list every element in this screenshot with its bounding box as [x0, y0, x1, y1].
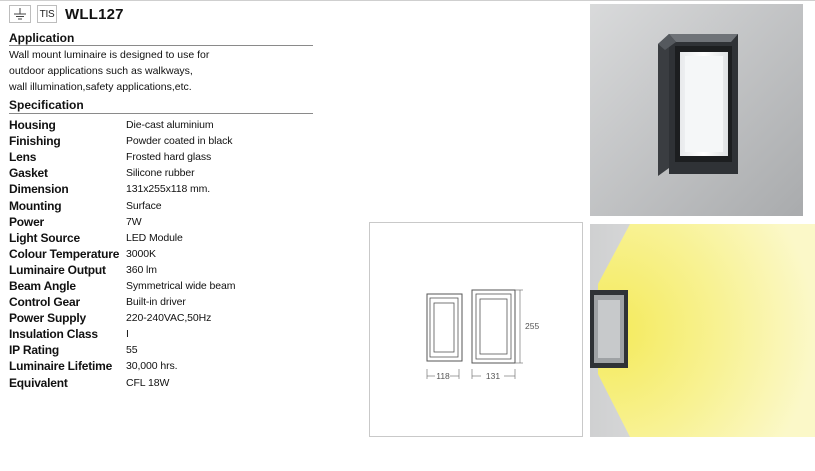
spec-value: 220-240VAC,50Hz: [126, 312, 212, 325]
spec-key: Insulation Class: [9, 327, 98, 342]
specification-title: Specification: [9, 98, 84, 112]
spec-row: [9, 375, 329, 391]
spec-value: 360 lm: [126, 263, 157, 276]
spec-row: [9, 181, 329, 197]
spec-row: [9, 197, 329, 213]
spec-key: Housing: [9, 118, 56, 133]
specification-rule: [9, 113, 313, 114]
spec-row: [9, 294, 329, 310]
dim-width-label: 131: [485, 371, 501, 381]
spec-value: Built-in driver: [126, 296, 186, 309]
spec-key: Finishing: [9, 134, 61, 149]
spec-key: Lens: [9, 150, 37, 165]
dimension-drawing: [369, 222, 583, 437]
tis-label: TIS: [39, 8, 55, 20]
spec-value: 30,000 hrs.: [126, 360, 178, 373]
spec-key: Dimension: [9, 182, 69, 197]
tis-mark-icon: [37, 5, 57, 23]
spec-row: [9, 358, 329, 374]
spec-key: IP Rating: [9, 343, 59, 358]
spec-value: Frosted hard glass: [126, 151, 212, 164]
spec-row: [9, 133, 329, 149]
product-header: [9, 5, 124, 23]
spec-key: Gasket: [9, 166, 48, 181]
spec-key: Control Gear: [9, 295, 80, 310]
dim-depth-label: 118: [436, 371, 450, 381]
spec-value: 55: [126, 344, 138, 357]
spec-row: [9, 149, 329, 165]
spec-key: Colour Temperature: [9, 246, 120, 261]
top-divider: [0, 0, 815, 1]
spec-key: Luminaire Lifetime: [9, 359, 113, 374]
spec-row: [9, 246, 329, 262]
application-title: Application: [9, 31, 75, 45]
spec-key: Luminaire Output: [9, 262, 106, 277]
specification-table: [9, 117, 329, 391]
spec-key: Mounting: [9, 198, 62, 213]
spec-key: Power: [9, 214, 45, 229]
spec-key: Power Supply: [9, 311, 86, 326]
spec-value: Powder coated in black: [126, 135, 233, 148]
product-photo: [590, 4, 803, 216]
spec-row: [9, 342, 329, 358]
spec-row: [9, 262, 329, 278]
spec-value: Die-cast aluminium: [126, 119, 214, 132]
spec-value: CFL 18W: [126, 376, 170, 389]
application-line: wall illumination,safety applications,etc.: [9, 81, 192, 93]
spec-value: 131x255x118 mm.: [126, 183, 211, 196]
application-line: outdoor applications such as walkways,: [9, 65, 193, 77]
spec-row: [9, 230, 329, 246]
model-number: WLL127: [65, 5, 124, 23]
spec-value: 7W: [126, 215, 142, 228]
spec-value: I: [126, 328, 129, 341]
lighting-effect-image: [590, 224, 815, 437]
spec-key: Beam Angle: [9, 278, 76, 293]
spec-value: Symmetrical wide beam: [126, 279, 236, 292]
spec-row: [9, 326, 329, 342]
spec-value: Surface: [126, 199, 162, 212]
dimension-diagram: [370, 223, 582, 436]
spec-value: Silicone rubber: [126, 167, 195, 180]
spec-row: [9, 310, 329, 326]
application-text: [9, 47, 309, 95]
application-line: Wall mount luminaire is designed to use for: [9, 49, 210, 61]
spec-row: [9, 278, 329, 294]
spec-key: Light Source: [9, 230, 80, 245]
spec-value: LED Module: [126, 231, 183, 244]
application-rule: [9, 45, 313, 46]
spec-value: 3000K: [126, 247, 156, 260]
spec-key: Equivalent: [9, 375, 68, 390]
spec-row: [9, 117, 329, 133]
spec-row: [9, 214, 329, 230]
earth-ground-icon: [9, 5, 31, 23]
spec-row: [9, 165, 329, 181]
dim-height-label: 255: [525, 321, 540, 331]
